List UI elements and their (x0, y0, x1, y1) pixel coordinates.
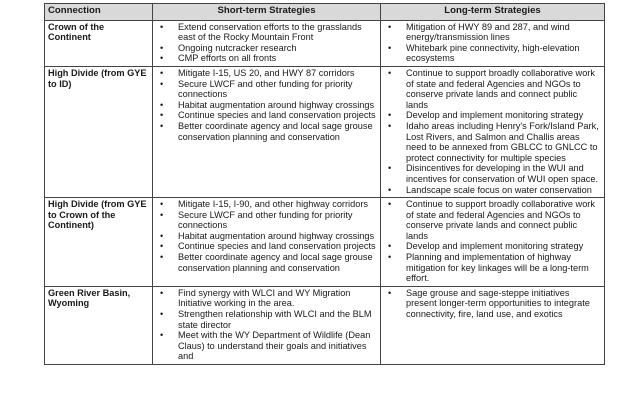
connection-cell: High Divide (from GYE to Crown of the Continent) (45, 198, 153, 287)
list-item: • Landscape scale focus on water conservation (384, 185, 601, 196)
long-term-cell (381, 66, 605, 197)
list-item: • Find synergy with WLCI and WY Migration Initiative working in the area. (156, 288, 377, 309)
list-item: • Idaho areas including Henry's Fork/Island Park, Lost Rivers, and Salmon and Challis areas need to be annexed from GBLCC to GNLCC to protect connectivity for multiple species (384, 121, 601, 163)
strategies-table (44, 3, 605, 365)
connection-cell: High Divide (from GYE to ID) (45, 66, 153, 197)
list-item: • Habitat augmentation around highway crossings (156, 231, 377, 242)
long-term-cell (381, 286, 605, 364)
list-item: • Secure LWCF and other funding for priority connections (156, 210, 377, 231)
header-short-term: Short-term Strategies (153, 4, 381, 21)
list-item: • Develop and implement monitoring strategy (384, 241, 601, 252)
list-item: • Planning and implementation of highway mitigation for key linkages will be a long-term effort. (384, 252, 601, 284)
list-item: • Disincentives for developing in the WUI and incentives for conservation of WUI open space. (384, 163, 601, 184)
list-item: • Whitebark pine connectivity, high-elevation ecosystems (384, 43, 601, 64)
connection-cell: Crown of the Continent (45, 20, 153, 66)
table-header-row (45, 4, 605, 21)
list-item: • Strengthen relationship with WLCI and the BLM state director (156, 309, 377, 330)
long-term-cell (381, 20, 605, 66)
list-item: • Continue species and land conservation projects (156, 110, 377, 121)
page-bottom-fade (0, 414, 640, 420)
table-row (45, 20, 605, 66)
list-item: • Develop and implement monitoring strategy (384, 110, 601, 121)
list-item: • Habitat augmentation around highway crossings (156, 100, 377, 111)
table-row (45, 66, 605, 197)
short-term-cell (153, 66, 381, 197)
list-item: • Mitigate I-15, I-90, and other highway corridors (156, 199, 377, 210)
list-item: • Sage grouse and sage-steppe initiatives present longer-term opportunities to integrate connectivity, fire, land use, and exotics (384, 288, 601, 320)
list-item: • Secure LWCF and other funding for priority connections (156, 79, 377, 100)
list-item: • CMP efforts on all fronts (156, 53, 377, 64)
list-item: • Better coordinate agency and local sage grouse conservation planning and conservation (156, 252, 377, 273)
connection-cell: Green River Basin, Wyoming (45, 286, 153, 364)
header-long-term: Long-term Strategies (381, 4, 605, 21)
table-row (45, 198, 605, 287)
list-item: • Mitigate I-15, US 20, and HWY 87 corridors (156, 68, 377, 79)
list-item: • Ongoing nutcracker research (156, 43, 377, 54)
header-connection: Connection (45, 4, 153, 21)
short-term-cell (153, 198, 381, 287)
list-item: • Better coordinate agency and local sage grouse conservation planning and conservation (156, 121, 377, 142)
list-item: • Continue species and land conservation projects (156, 241, 377, 252)
list-item: • Mitigation of HWY 89 and 287, and wind energy/transmission lines (384, 22, 601, 43)
list-item: • Continue to support broadly collaborative work of state and federal Agencies and NGOs to conserve private lands and connect public lands (384, 199, 601, 241)
table-row (45, 286, 605, 364)
short-term-cell (153, 286, 381, 364)
short-term-cell (153, 20, 381, 66)
long-term-cell (381, 198, 605, 287)
list-item: • Extend conservation efforts to the grasslands east of the Rocky Mountain Front (156, 22, 377, 43)
list-item: • Continue to support broadly collaborative work of state and federal Agencies and NGOs to conserve private lands and connect public lands (384, 68, 601, 110)
list-item: • Meet with the WY Department of Wildlife (Dean Claus) to understand their goals and initiatives and (156, 330, 377, 362)
